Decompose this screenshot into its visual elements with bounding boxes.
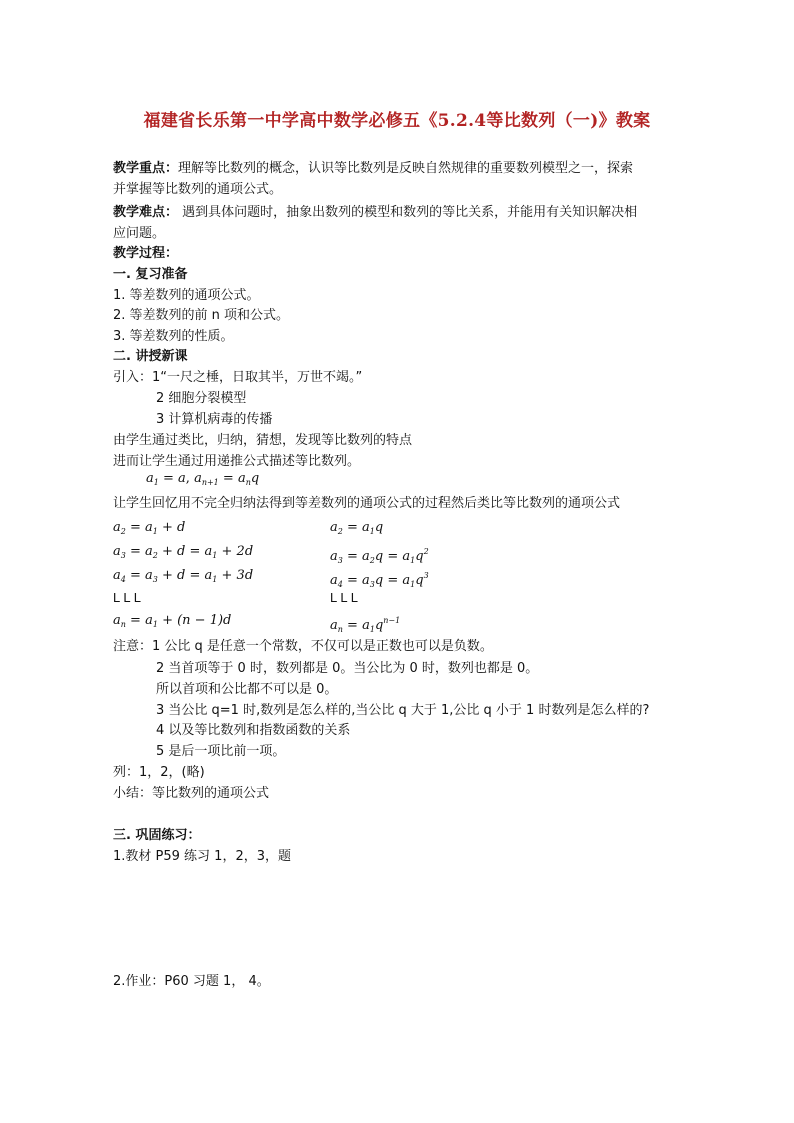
arith-row-2: $a_3 = a_2 + d = a_1 + 2d$: [113, 544, 254, 560]
note-line-2: 2 当首项等于 0 时，数列都是 0。当公比为 0 时，数列也都是 0。: [156, 661, 539, 676]
lead-line-1: 由学生通过类比，归纳，猜想，发现等比数列的特点: [113, 433, 413, 448]
review-item-1: 1. 等差数列的通项公式。: [113, 288, 260, 303]
arith-row-1: $a_2 = a_1 + d$: [113, 520, 186, 536]
intro-line-3: 3 计算机病毒的传播: [156, 412, 273, 427]
difficulties-text-1: 遇到具体问题时，抽象出数列的模型和数列的等比关系，并能用有关知识解决相: [178, 205, 638, 220]
example-line: 列：1，2，(略): [113, 765, 205, 780]
geom-row-2: $a_3 = a_2q = a_1q^2$: [330, 547, 429, 565]
key-points-line-2: 并掌握等比数列的通项公式。: [113, 182, 283, 197]
intro-line-1: 引入：1“一尺之棰，日取其半，万世不竭。”: [113, 370, 363, 385]
derive-line: 让学生回忆用不完全归纳法得到等差数列的通项公式的过程然后类比等比数列的通项公式: [113, 496, 621, 511]
section3-heading: 三. 巩固练习：: [113, 828, 201, 843]
review-item-3: 3. 等差数列的性质。: [113, 329, 234, 344]
difficulties-line-1: [113, 203, 637, 223]
geom-row-n: $a_n = a_1q^{n-1}$: [330, 616, 401, 634]
practice-item-1: 1.教材 P59 练习 1，2，3，题: [113, 849, 291, 864]
geom-row-1: $a_2 = a_1q$: [330, 520, 384, 536]
homework-line: 2.作业：P60 习题 1， 4。: [113, 974, 270, 989]
note-line-5: 4 以及等比数列和指数函数的关系: [156, 723, 351, 738]
arith-row-3: $a_4 = a_3 + d = a_1 + 3d$: [113, 568, 254, 584]
recursion-formula: $a_1 = a$, $a_{n+1} = a_nq$: [146, 471, 260, 487]
difficulties-line-2: 应问题。: [113, 226, 166, 241]
arith-row-n: $a_n = a_1 + (n - 1)d$: [113, 613, 232, 629]
review-item-2: 2. 等差数列的前 n 项和公式。: [113, 308, 290, 323]
key-points-line-1: [113, 159, 633, 179]
document-title: 福建省长乐第一中学高中数学必修五《5.2.4等比数列（一)》教案: [143, 111, 651, 131]
geom-ellipsis: L L L: [330, 590, 358, 605]
note-line-6: 5 是后一项比前一项。: [156, 744, 286, 759]
key-points-label: 教学重点：: [113, 161, 179, 176]
intro-line-2: 2 细胞分裂模型: [156, 391, 247, 406]
note-line-1: 注意：1 公比 q 是任意一个常数，不仅可以是正数也可以是负数。: [113, 639, 493, 654]
difficulties-label: 教学难点：: [113, 205, 179, 220]
arith-ellipsis: L L L: [113, 590, 141, 605]
section1-heading: 一. 复习准备: [113, 267, 188, 282]
geom-row-3: $a_4 = a_3q = a_1q^3$: [330, 571, 429, 589]
note-line-3: 所以首项和公比都不可以是 0。: [156, 682, 338, 697]
lead-line-2: 进而让学生通过用递推公式描述等比数列。: [113, 454, 361, 469]
summary-line: 小结：等比数列的通项公式: [113, 786, 270, 801]
process-heading: 教学过程：: [113, 246, 179, 261]
section2-heading: 二. 讲授新课: [113, 349, 188, 364]
key-points-text-1: 理解等比数列的概念，认识等比数列是反映自然规律的重要数列模型之一，探索: [178, 161, 634, 176]
note-line-4: 3 当公比 q=1 时,数列是怎么样的,当公比 q 大于 1,公比 q 小于 1 时数列是怎么样的?: [156, 703, 650, 718]
